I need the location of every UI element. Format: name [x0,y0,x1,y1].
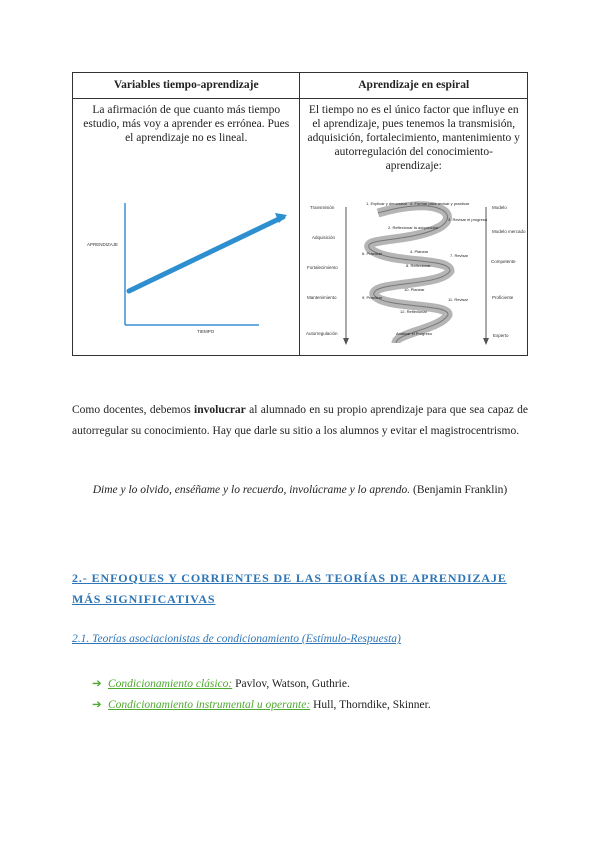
step-label: 7. Revisar [450,253,469,258]
step-label: 4. Planear [410,249,429,254]
spiral-learning-diagram [300,185,527,355]
bullet-text: Pavlov, Watson, Guthrie. [232,678,350,690]
stage-label-adquisicion: Adquisición [312,235,336,240]
paragraph-bold-word: involucrar [194,404,246,416]
paragraph-text-start: Como docentes, debemos [72,404,195,416]
level-label-proficiente: Proficiente [492,295,514,300]
section-subheading[interactable]: 2.1. Teorías asociacionistas de condicionamiento (Estímulo-Respuesta) [72,633,401,645]
list-item [92,697,431,713]
stage-label-mantenimiento: Mantenimiento [307,295,337,300]
bullet-link[interactable]: Condicionamiento instrumental u operante: [108,699,311,711]
table-cell-spiral-learning [300,99,528,356]
section-heading[interactable]: 2.- ENFOQUES Y CORRIENTES DE LAS TEORÍAS DE APRENDIZAJE MÁS SIGNIFICATIVAS [72,571,507,606]
level-label-competente: Competente [491,259,516,264]
list-item [92,676,350,692]
level-label-modelo-mercado: Modelo mercado [492,229,526,234]
step-label: 12. Reflexionar [400,309,428,314]
time-learning-text: La afirmación de que cuanto más tiempo estudio, más voy a aprender es errónea. Pues el aprendizaje no es lineal. [83,104,290,144]
body-paragraph [72,400,528,442]
step-label: 4. Formar para revisar y practicar [410,201,470,206]
graph-y-label: APRENDIZAJE [87,242,119,247]
step-label: 2. Reflexionar la adquisición [388,225,439,230]
stage-label-transmision: Transmisión [310,205,335,210]
level-label-modelo: Modelo [492,205,508,210]
arrow-right-icon: ➔ [92,678,102,690]
bullet-link[interactable]: Condicionamiento clásico: [108,678,233,690]
stage-label-fortalecimiento: Fortalecimiento [307,265,339,270]
quote-line [72,484,528,496]
arrow-right-icon: ➔ [92,699,102,711]
quote-text: Dime y lo olvido, enséñame y lo recuerdo, involúcrame y lo aprendo. [92,484,411,496]
stage-label-autorregulacion: Autorregulación [306,331,338,336]
step-label: 8. Reflexionar [406,263,432,268]
comparison-table [72,72,528,356]
quote-author: (Benjamin Franklin) [410,484,508,496]
step-label: Analizar el Progreso [396,331,433,336]
learning-trend-line [129,217,283,291]
table-header-spiral-learning: Aprendizaje en espiral [300,73,528,99]
step-label: 3. Revisar el progreso [448,217,488,222]
bullet-text: Hull, Thorndike, Skinner. [310,699,431,711]
paragraph-text-end: al alumnado en su propio aprendizaje para que sea capaz de autorregular su conocimiento. Hay que darle su sitio a los alumnos y evitar el magistrocentrismo. [72,404,528,437]
step-label: 10. Planear [404,287,425,292]
graph-x-label: TIEMPO [197,329,215,334]
step-label: 11. Revisar [448,297,469,302]
linear-learning-graph [73,155,300,355]
spiral-learning-text: El tiempo no es el único factor que influye en el aprendizaje, pues tenemos la transmisión, adquisición, fortalecimiento, mantenimiento y autorregulación del conocimiento-aprendizaje: [307,104,520,172]
table-cell-time-learning [73,99,300,356]
level-label-experto: Experto [493,333,509,338]
step-label: 9. Practicar [362,295,383,300]
table-header-time-learning: Variables tiempo-aprendizaje [73,73,300,99]
step-label: 6. Practicar [362,251,383,256]
step-label: 1. Explicar y demostrar [366,201,408,206]
